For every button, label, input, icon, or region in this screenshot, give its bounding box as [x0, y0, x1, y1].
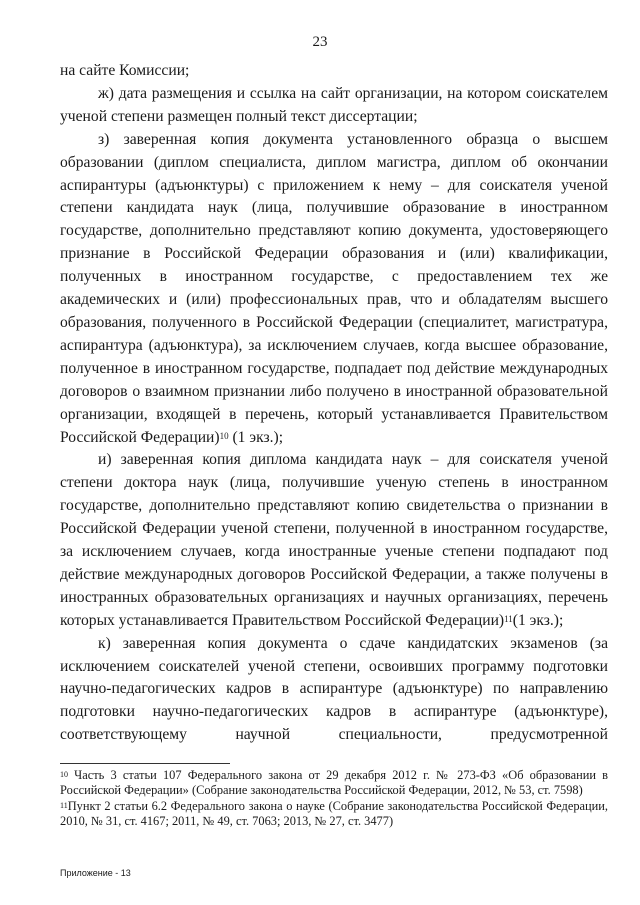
paragraph-item-i-tail: (1 экз.);	[512, 611, 564, 629]
footnotes	[60, 768, 608, 830]
paragraph-item-z	[60, 129, 608, 450]
footnote-divider	[60, 763, 230, 764]
paragraph-item-i	[60, 449, 608, 632]
paragraph-item-k: к) заверенная копия документа о сдаче кандидатских экзаменов (за исключением соискателей ученой степени, освоивших программу подготовки научно-педагогических кадров в аспирантуре (адъюнктуре) по направлению подготовки научно-педагогических кадров в аспирантуре (адъюнктуре), соответствующему научной специальности, предусмотренной	[60, 634, 608, 744]
footnote-11-number: 11	[60, 800, 68, 810]
footnote-11-text: Пункт 2 статьи 6.2 Федерального закона о науке (Собрание законодательства Российской Федерации, 2010, № 31, ст. 4167; 2011, № 49, ст. 7063; 2013, № 27, ст. 3477)	[60, 798, 608, 829]
footnote-ref-11: 11	[504, 613, 513, 624]
paragraph-continuation: на сайте Комиссии;	[60, 62, 190, 79]
paragraph-item-i-text: и) заверенная копия диплома кандидата наук – для соискателя ученой степени доктора наук (лица, получившие ученую степень в иностранном государстве, дополнительно представляют копию свидетельства о признании в Российской Федерации ученой степени, полученной в иностранном государстве, за исключением случаев, когда иностранные ученые степени подпадают под действие международных договоров Российской Федерации, а также получены в иностранных образовательных организациях и научных организациях, перечень которых устанавливается Правительством Российской Федерации)	[60, 451, 608, 629]
appendix-label: Приложение - 13	[60, 868, 131, 878]
page-number: 23	[312, 34, 328, 50]
paragraph-item-z-tail: (1 экз.);	[228, 428, 284, 446]
paragraph-item-z-text: з) заверенная копия документа установленного образца о высшем образовании (диплом специалиста, диплом магистра, диплом об окончании аспирантуры (адъюнктуры) с приложением к нему – для соискателя ученой степени кандидата наук (лица, получившие образование в иностранном государстве, дополнительно представляют копию документа, удостоверяющего признание в Российской Федерации образования и (или) квалификации, полученных в иностранном государстве, с предоставлением тех же академических и (или) профессиональных прав, что и обладателям высшего образования, полученного в Российской Федерации (специалитет, магистратура, аспирантура (адъюнктура), за исключением случаев, когда высшее образование, полученное в иностранном государстве, подпадает под действие международных договоров о взаимном признании либо получено в иностранной образовательной организации, входящей в перечень, который устанавливается Правительством Российской Федерации)	[60, 130, 608, 446]
footnote-10	[60, 768, 608, 799]
footnote-10-number: 10	[60, 770, 68, 779]
document-body	[60, 60, 608, 747]
paragraph-item-zh: ж) дата размещения и ссылка на сайт организации, на котором соискателем ученой степени размещен полный текст диссертации;	[60, 84, 608, 125]
footnote-ref-10: 10	[219, 430, 229, 441]
footnote-10-text: Часть 3 статьи 107 Федерального закона от 29 декабря 2012 г. № 273-ФЗ «Об образовании в Российской Федерации» (Собрание законодательства Российской Федерации, 2012, № 53, ст. 7598)	[60, 768, 608, 798]
footnote-11	[60, 799, 608, 830]
